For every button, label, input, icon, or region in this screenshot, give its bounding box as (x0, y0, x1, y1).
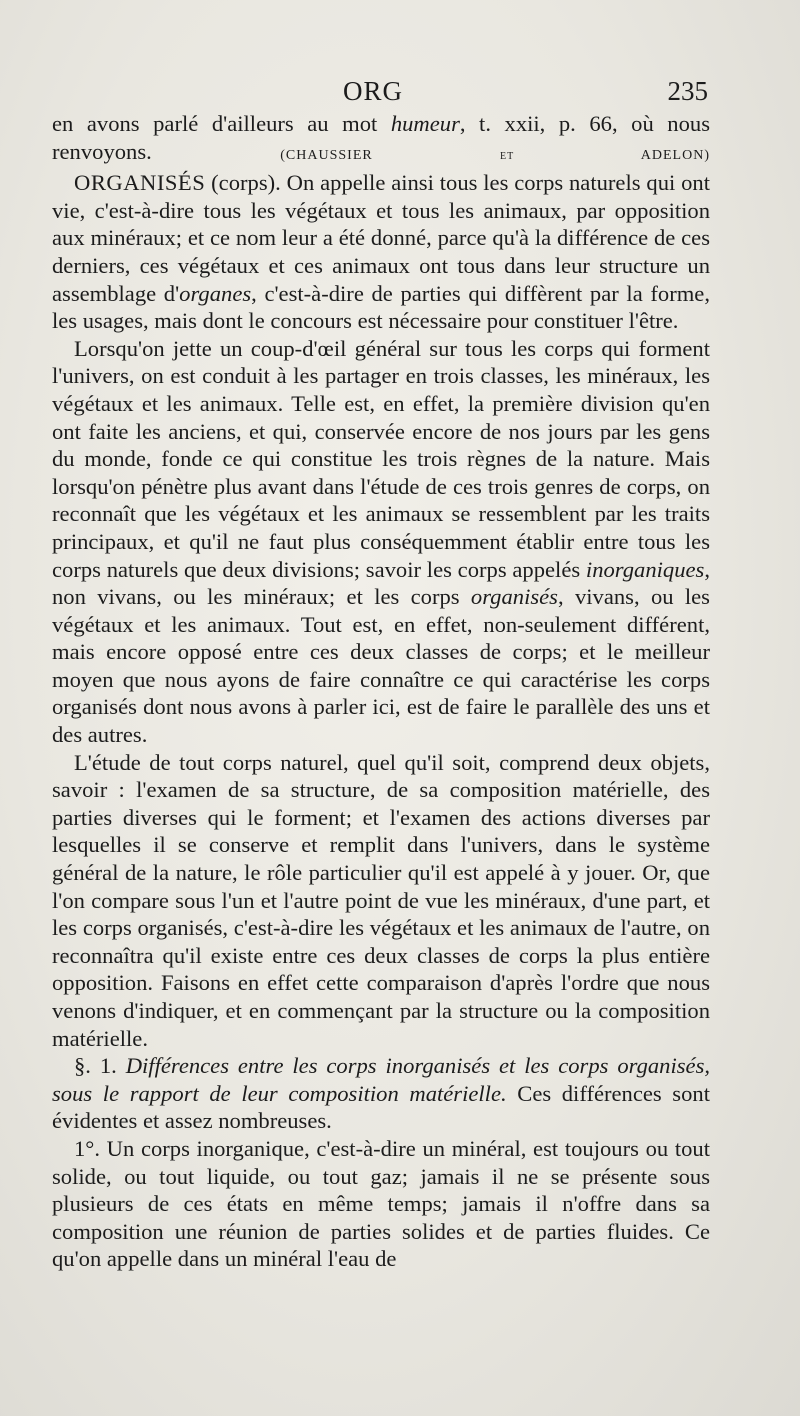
section-paragraph (52, 1052, 710, 1135)
continued-text-end: , t. xxii, p. 66, où nous renvoyons. (52, 111, 710, 164)
running-head (0, 76, 800, 110)
author-signature: (CHAUSSIER et ADELON) (280, 147, 710, 163)
continued-paragraph (52, 110, 710, 169)
paragraph-text: , vivans, ou les végétaux et les animaux. Tout est, en effet, non-seulement différent, mais encore opposé entre ces deux classes de corps; et le meilleur moyen que nous ayons de faire connaître ce qui caractérise les corps organisés dont nous avons à parler ici, est de faire le parallèle des uns et des autres. (52, 584, 710, 748)
entry-term: ORGANISÉS (74, 170, 206, 196)
running-head-title: ORG (343, 76, 404, 106)
text-block (52, 110, 710, 1273)
continued-text: en avons parlé d'ailleurs au mot (52, 111, 391, 136)
entry-text-end: , c'est-à-dire de parties qui diffèrent par la forme, les usages, mais dont le concours est nécessaire pour constituer l'être. (52, 280, 710, 334)
paragraph-study: L'étude de tout corps naturel, quel qu'il soit, comprend deux objets, savoir : l'examen de sa structure, de sa composition matérielle, des parties diverses qui le forment; et l'examen des actions diverses par lesquelles il se conserve et remplit dans l'univers, dans le système général de la nature, le rôle particulier qu'il est appelé à y jouer. Or, que l'on compare sous l'un et l'autre point de vue les minéraux, d'une part, et les corps organisés, c'est-à-dire les végétaux et les animaux de l'autre, on reconnaîtra qu'il existe entre ces deux classes de corps la plus entière opposition. Faisons en effet cette comparaison d'après l'ordre que nous venons d'indiquer, et en commençant par la structure ou la composition matérielle. (52, 749, 710, 1051)
paragraph-text: , non vivans, ou les minéraux; et les corps (52, 556, 710, 610)
entry-text: (corps). On appelle ainsi tous les corps naturels qui ont vie, c'est-à-dire tous les végétaux et tous les animaux, par opposition aux minéraux; et ce nom leur a été donné, parce qu'à la différence de ces derniers, ces végétaux et ces animaux ont tous dans leur structure un assemblage d' (52, 170, 710, 306)
section-label: §. 1. (74, 1053, 126, 1079)
section-text: Ces différences sont évidentes et assez nombreuses. (52, 1080, 710, 1134)
entry-paragraph (52, 169, 710, 335)
paragraph-text: Lorsqu'on jette un coup-d'œil général sur tous les corps qui forment l'univers, on est conduit à les partager en trois classes, les minéraux, les végétaux et les animaux. Telle est, en effet, la première division qu'en ont faite les anciens, et qui, conservée encore de nos jours par les gens du monde, fonde ce qui constitue les trois règnes de la nature. Mais lorsqu'on pénètre plus avant dans l'étude de ces trois genres de corps, on reconnaît que les végétaux et les animaux se ressemblent par les traits principaux, et qu'il ne faut plus conséquemment établir entre tous les corps naturels que deux divisions; savoir les corps appelés (52, 335, 710, 582)
page-number: 235 (667, 76, 708, 106)
paragraph-point-1: 1°. Un corps inorganique, c'est-à-dire un minéral, est toujours ou tout solide, ou tout liquide, ou tout gaz; jamais il ne se présente sous plusieurs de ces états en même temps; jamais il n'offre dans sa composition une réunion de parties solides et de parties fluides. Ce qu'on appelle dans un minéral l'eau de (52, 1135, 710, 1272)
section-heading: Différences entre les corps inorganisés et les corps organisés, sous le rapport de leur composition matérielle. (52, 1053, 711, 1106)
paragraph-classification (52, 335, 710, 749)
emphasis-inorganiques: inorganiques (585, 556, 705, 582)
continued-emphasis: humeur (390, 111, 460, 136)
emphasis-organises: organisés (470, 584, 558, 610)
entry-emphasis: organes (179, 280, 252, 306)
